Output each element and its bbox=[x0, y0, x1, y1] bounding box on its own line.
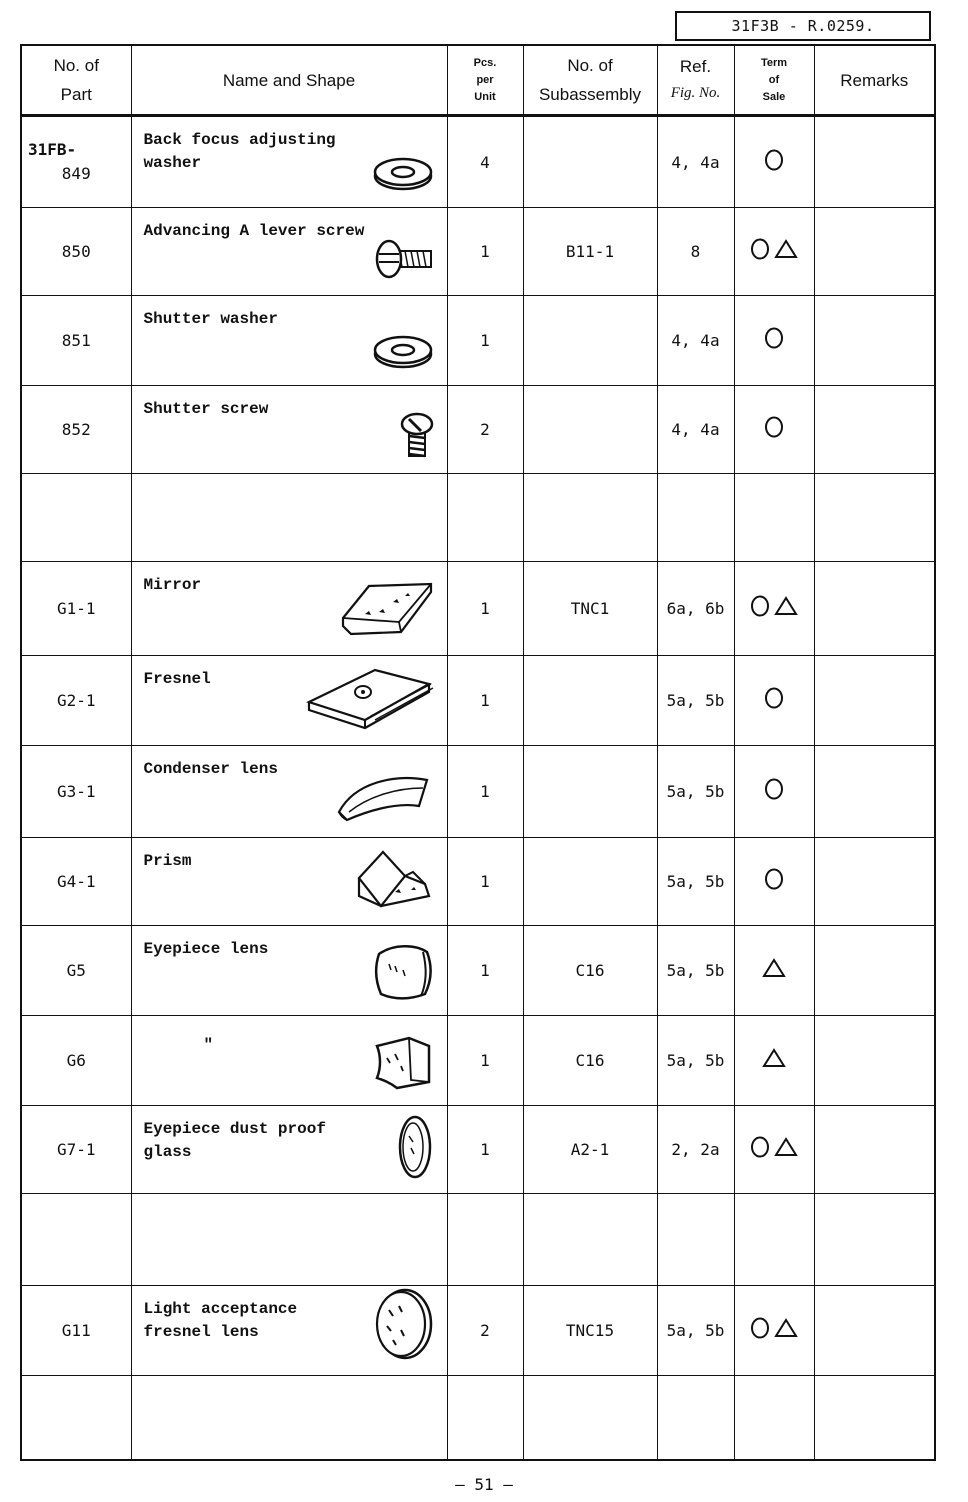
prism-icon-drawing bbox=[355, 848, 435, 912]
eyepiece-lens-2-icon bbox=[371, 1034, 435, 1097]
remarks-cell bbox=[814, 116, 935, 208]
fresnel-icon-drawing bbox=[305, 666, 435, 732]
part-number-cell bbox=[21, 474, 131, 562]
screw-head-icon bbox=[399, 410, 435, 465]
pcs-per-unit: 1 bbox=[447, 1016, 523, 1106]
circle-symbol-icon bbox=[764, 416, 784, 443]
remarks-cell bbox=[814, 926, 935, 1016]
name-shape-cell bbox=[131, 296, 447, 386]
document-code: 31F3B - R.0259. bbox=[675, 11, 931, 41]
name-shape-cell bbox=[131, 746, 447, 838]
header-remarks: Remarks bbox=[814, 45, 935, 116]
term-of-sale bbox=[734, 1286, 814, 1376]
ref-fig-number: 5a, 5b bbox=[657, 1286, 734, 1376]
part-number-cell bbox=[21, 1016, 131, 1106]
part-name: Mirror bbox=[143, 576, 202, 594]
name-shape-cell bbox=[131, 1016, 447, 1106]
table-row bbox=[21, 1194, 935, 1286]
pcs-per-unit: 1 bbox=[447, 562, 523, 656]
subassembly-number: B11-1 bbox=[523, 208, 657, 296]
part-name: Eyepiece lens bbox=[143, 940, 269, 958]
remarks-cell bbox=[814, 1286, 935, 1376]
part-name: Eyepiece dust proof glass bbox=[143, 1120, 326, 1161]
table-row bbox=[21, 474, 935, 562]
pcs-per-unit: 4 bbox=[447, 116, 523, 208]
table-row bbox=[21, 296, 935, 386]
mirror-icon-drawing bbox=[339, 578, 435, 642]
pcs-per-unit: 1 bbox=[447, 208, 523, 296]
table-row bbox=[21, 208, 935, 296]
remarks-cell bbox=[814, 838, 935, 926]
round-lens-icon-drawing bbox=[371, 1286, 435, 1362]
part-number-cell bbox=[21, 386, 131, 474]
subassembly-number bbox=[523, 1376, 657, 1460]
part-number: G5 bbox=[66, 961, 86, 980]
dust-glass-icon-drawing bbox=[395, 1114, 435, 1180]
ref-fig-number: 5a, 5b bbox=[657, 746, 734, 838]
table-row bbox=[21, 1106, 935, 1194]
screw-icon bbox=[371, 236, 435, 287]
pcs-per-unit: 1 bbox=[447, 926, 523, 1016]
screw-icon-drawing bbox=[371, 236, 435, 282]
part-name: Light acceptance fresnel lens bbox=[143, 1300, 298, 1341]
term-of-sale bbox=[734, 1376, 814, 1460]
part-number-cell bbox=[21, 562, 131, 656]
mirror-icon bbox=[339, 578, 435, 647]
remarks-cell bbox=[814, 1106, 935, 1194]
term-of-sale bbox=[734, 926, 814, 1016]
circle-symbol-icon bbox=[764, 149, 784, 176]
header-name-and-shape: Name and Shape bbox=[131, 45, 447, 116]
part-number: 31FB- bbox=[28, 140, 77, 159]
fresnel-icon bbox=[305, 666, 435, 737]
ref-fig-number: 4, 4a bbox=[657, 296, 734, 386]
table-row bbox=[21, 926, 935, 1016]
part-number: G7-1 bbox=[56, 1140, 96, 1159]
remarks-cell bbox=[814, 562, 935, 656]
name-shape-cell bbox=[131, 926, 447, 1016]
part-name: Shutter screw bbox=[143, 400, 269, 418]
term-of-sale bbox=[734, 386, 814, 474]
pcs-per-unit: 1 bbox=[447, 746, 523, 838]
term-of-sale bbox=[734, 746, 814, 838]
name-shape-cell bbox=[131, 208, 447, 296]
remarks-cell bbox=[814, 386, 935, 474]
triangle-symbol-icon bbox=[774, 239, 798, 264]
part-number-cell bbox=[21, 656, 131, 746]
part-number: 852 bbox=[61, 420, 91, 439]
triangle-symbol-icon bbox=[762, 958, 786, 983]
term-of-sale bbox=[734, 116, 814, 208]
subassembly-number: TNC1 bbox=[523, 562, 657, 656]
pcs-per-unit: 1 bbox=[447, 1106, 523, 1194]
part-number-cell bbox=[21, 1376, 131, 1460]
term-of-sale bbox=[734, 474, 814, 562]
circle-symbol-icon bbox=[764, 868, 784, 895]
condenser-lens-icon bbox=[335, 772, 435, 829]
part-number: G6 bbox=[66, 1051, 86, 1070]
name-shape-cell bbox=[131, 1106, 447, 1194]
part-number: G4-1 bbox=[56, 872, 96, 891]
part-number: G1-1 bbox=[56, 599, 96, 618]
condenser-lens-icon-drawing bbox=[335, 772, 435, 824]
header-ref-fig-no: Ref. Fig. No. bbox=[657, 45, 734, 116]
circle-symbol-icon bbox=[750, 238, 770, 265]
parts-table bbox=[20, 44, 936, 1461]
header-no-of-subassembly: No. of Subassembly bbox=[523, 45, 657, 116]
term-of-sale bbox=[734, 1106, 814, 1194]
remarks-cell bbox=[814, 1376, 935, 1460]
subassembly-number bbox=[523, 474, 657, 562]
ref-fig-number: 6a, 6b bbox=[657, 562, 734, 656]
ref-fig-number: 4, 4a bbox=[657, 116, 734, 208]
remarks-cell bbox=[814, 1016, 935, 1106]
eyepiece-lens-2-icon-drawing bbox=[371, 1034, 435, 1092]
remarks-cell bbox=[814, 474, 935, 562]
triangle-symbol-icon bbox=[774, 1318, 798, 1343]
triangle-symbol-icon bbox=[774, 596, 798, 621]
ref-fig-number: 5a, 5b bbox=[657, 656, 734, 746]
term-of-sale bbox=[734, 208, 814, 296]
remarks-cell bbox=[814, 1194, 935, 1286]
part-name: Back focus adjusting washer bbox=[143, 131, 336, 172]
term-of-sale bbox=[734, 1194, 814, 1286]
ref-fig-number bbox=[657, 474, 734, 562]
table-row bbox=[21, 562, 935, 656]
name-shape-cell bbox=[131, 474, 447, 562]
part-number-cell bbox=[21, 1194, 131, 1286]
pcs-per-unit: 2 bbox=[447, 386, 523, 474]
part-number: G11 bbox=[61, 1321, 91, 1340]
pcs-per-unit: 1 bbox=[447, 656, 523, 746]
subassembly-number bbox=[523, 296, 657, 386]
header-no-of-part: No. of Part bbox=[21, 45, 131, 116]
part-number: G2-1 bbox=[56, 691, 96, 710]
table-row bbox=[21, 1016, 935, 1106]
ref-fig-number bbox=[657, 1194, 734, 1286]
ref-fig-number bbox=[657, 1376, 734, 1460]
dust-glass-icon bbox=[395, 1114, 435, 1185]
circle-symbol-icon bbox=[764, 687, 784, 714]
pcs-per-unit: 2 bbox=[447, 1286, 523, 1376]
screw-head-icon-drawing bbox=[399, 410, 435, 460]
pcs-per-unit: 1 bbox=[447, 838, 523, 926]
table-row bbox=[21, 1376, 935, 1460]
pcs-per-unit bbox=[447, 474, 523, 562]
ref-fig-number: 8 bbox=[657, 208, 734, 296]
part-name: Advancing A lever screw bbox=[143, 222, 365, 240]
part-number-cell bbox=[21, 116, 131, 208]
part-number: 851 bbox=[61, 331, 91, 350]
round-lens-icon bbox=[371, 1286, 435, 1367]
table-row bbox=[21, 746, 935, 838]
part-number-cell bbox=[21, 1286, 131, 1376]
ref-fig-number: 5a, 5b bbox=[657, 838, 734, 926]
subassembly-number bbox=[523, 656, 657, 746]
circle-symbol-icon bbox=[750, 1136, 770, 1163]
subassembly-number: TNC15 bbox=[523, 1286, 657, 1376]
part-number: 850 bbox=[61, 242, 91, 261]
part-number-cell bbox=[21, 296, 131, 386]
table-row bbox=[21, 1286, 935, 1376]
header-row bbox=[21, 45, 935, 116]
ref-fig-number: 5a, 5b bbox=[657, 1016, 734, 1106]
name-shape-cell bbox=[131, 1376, 447, 1460]
part-number: 849 bbox=[61, 164, 91, 183]
pcs-per-unit bbox=[447, 1194, 523, 1286]
part-number: G3-1 bbox=[56, 782, 96, 801]
pcs-per-unit bbox=[447, 1376, 523, 1460]
name-shape-cell bbox=[131, 562, 447, 656]
part-number-cell bbox=[21, 926, 131, 1016]
circle-symbol-icon bbox=[750, 1317, 770, 1344]
triangle-symbol-icon bbox=[774, 1137, 798, 1162]
circle-symbol-icon bbox=[764, 778, 784, 805]
name-shape-cell bbox=[131, 1286, 447, 1376]
term-of-sale bbox=[734, 656, 814, 746]
subassembly-number bbox=[523, 116, 657, 208]
part-number-cell bbox=[21, 208, 131, 296]
name-shape-cell bbox=[131, 386, 447, 474]
table-row bbox=[21, 386, 935, 474]
washer-icon bbox=[371, 332, 435, 377]
subassembly-number: C16 bbox=[523, 926, 657, 1016]
part-name: " bbox=[203, 1036, 214, 1054]
eyepiece-lens-icon bbox=[373, 940, 435, 1007]
term-of-sale bbox=[734, 1016, 814, 1106]
name-shape-cell bbox=[131, 838, 447, 926]
subassembly-number: A2-1 bbox=[523, 1106, 657, 1194]
name-shape-cell bbox=[131, 116, 447, 208]
term-of-sale bbox=[734, 296, 814, 386]
eyepiece-lens-icon-drawing bbox=[373, 940, 435, 1002]
table-row bbox=[21, 116, 935, 208]
part-number-cell bbox=[21, 838, 131, 926]
remarks-cell bbox=[814, 296, 935, 386]
subassembly-number: C16 bbox=[523, 1016, 657, 1106]
part-name: Prism bbox=[143, 852, 192, 870]
table-row bbox=[21, 656, 935, 746]
remarks-cell bbox=[814, 656, 935, 746]
header-term-of-sale: Term of Sale bbox=[734, 45, 814, 116]
ref-fig-number: 2, 2a bbox=[657, 1106, 734, 1194]
remarks-cell bbox=[814, 208, 935, 296]
part-name: Condenser lens bbox=[143, 760, 278, 778]
term-of-sale bbox=[734, 562, 814, 656]
subassembly-number bbox=[523, 386, 657, 474]
circle-symbol-icon bbox=[764, 327, 784, 354]
triangle-symbol-icon bbox=[762, 1048, 786, 1073]
washer-icon-drawing bbox=[371, 154, 435, 194]
ref-fig-number: 4, 4a bbox=[657, 386, 734, 474]
washer-icon bbox=[371, 154, 435, 199]
page-number: — 51 — bbox=[455, 1475, 513, 1494]
subassembly-number bbox=[523, 838, 657, 926]
term-of-sale bbox=[734, 838, 814, 926]
circle-symbol-icon bbox=[750, 595, 770, 622]
name-shape-cell bbox=[131, 1194, 447, 1286]
ref-fig-number: 5a, 5b bbox=[657, 926, 734, 1016]
subassembly-number bbox=[523, 746, 657, 838]
header-pcs-per-unit: Pcs. per Unit bbox=[447, 45, 523, 116]
name-shape-cell bbox=[131, 656, 447, 746]
prism-icon bbox=[355, 848, 435, 917]
table-row bbox=[21, 838, 935, 926]
part-name: Fresnel bbox=[143, 670, 211, 688]
part-name: Shutter washer bbox=[143, 310, 278, 328]
remarks-cell bbox=[814, 746, 935, 838]
part-number-cell bbox=[21, 746, 131, 838]
washer-icon-drawing bbox=[371, 332, 435, 372]
pcs-per-unit: 1 bbox=[447, 296, 523, 386]
subassembly-number bbox=[523, 1194, 657, 1286]
part-number-cell bbox=[21, 1106, 131, 1194]
